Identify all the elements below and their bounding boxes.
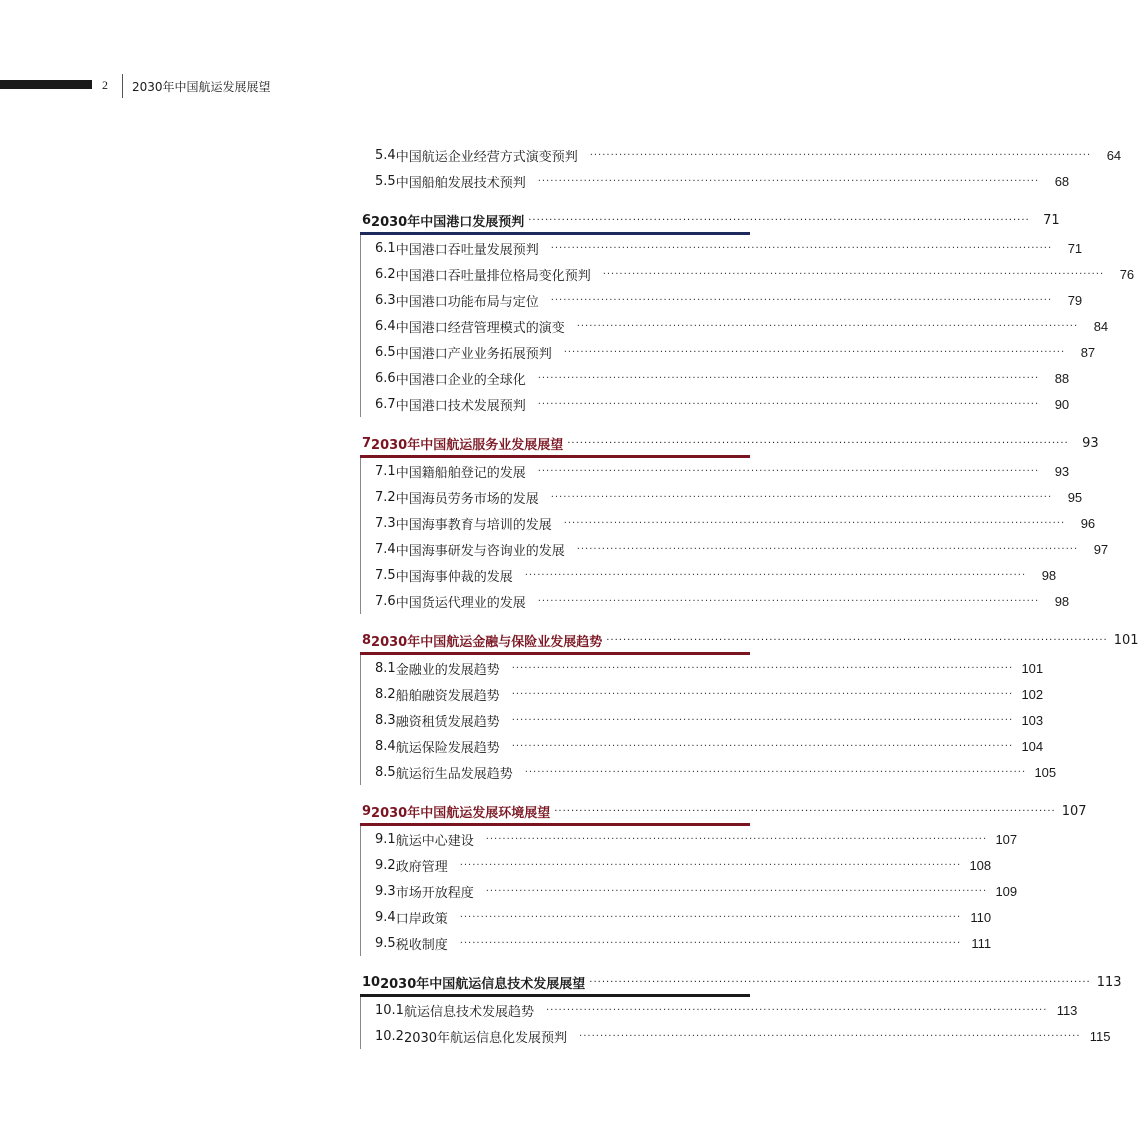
dot-leader: ························································································································ xyxy=(537,595,1040,607)
dot-leader: ························································································································ xyxy=(511,740,1014,752)
dot-leader: ························································································································ xyxy=(537,372,1040,384)
entry-page: 90 xyxy=(1054,396,1070,412)
entry-title: 2030年航运信息化发展预判 xyxy=(403,1030,568,1046)
dot-leader: ························································································································ xyxy=(524,569,1027,581)
entry-number: 8.4 xyxy=(375,738,396,754)
entry-page: 95 xyxy=(1067,489,1083,505)
entry-title: 中国海事研发与咨询业的发展 xyxy=(395,543,565,559)
entry-title: 中国籍船舶登记的发展 xyxy=(395,465,526,481)
running-title: 2030年中国航运发展展望 xyxy=(132,80,271,94)
entry-page: 68 xyxy=(1054,173,1070,189)
toc-entry xyxy=(360,510,1096,536)
entry-page: 103 xyxy=(1021,712,1044,728)
entry-number: 7.1 xyxy=(375,463,396,479)
chapter-page: 107 xyxy=(1061,803,1087,819)
dot-leader: ························································································································ xyxy=(602,268,1105,280)
entry-number: 6.7 xyxy=(375,396,396,412)
toc-entry xyxy=(360,168,1070,194)
dot-leader: ························································································································ xyxy=(545,1004,1048,1016)
dot-leader: ························································································································ xyxy=(606,634,1108,646)
dot-leader: ························································································································ xyxy=(511,714,1014,726)
entry-number: 9.3 xyxy=(375,883,396,899)
entry-title: 中国船舶发展技术预判 xyxy=(395,175,526,191)
entry-number: 5.4 xyxy=(375,147,396,163)
toc-entry xyxy=(360,1023,1111,1049)
dot-leader: ························································································································ xyxy=(550,242,1053,254)
toc-entry xyxy=(360,759,1057,785)
toc-entry xyxy=(360,878,1018,904)
dot-leader: ························································································································ xyxy=(459,911,962,923)
entry-number: 8.1 xyxy=(375,660,396,676)
entry-page: 102 xyxy=(1021,686,1044,702)
toc-entry xyxy=(360,681,1044,707)
entry-page: 98 xyxy=(1054,593,1070,609)
dot-leader: ························································································································ xyxy=(576,543,1079,555)
entry-number: 9.1 xyxy=(375,831,396,847)
toc-entry xyxy=(360,588,1070,614)
entry-number: 10.1 xyxy=(375,1002,404,1018)
entry-title: 航运信息技术发展趋势 xyxy=(403,1004,534,1020)
entry-number: 6.2 xyxy=(375,266,396,282)
entry-number: 6.4 xyxy=(375,318,396,334)
dot-leader: ························································································································ xyxy=(589,976,1091,988)
dot-leader: ························································································································ xyxy=(511,688,1014,700)
chapter-heading xyxy=(360,208,1060,232)
entry-page: 64 xyxy=(1106,147,1122,163)
entry-title: 航运保险发展趋势 xyxy=(395,740,500,756)
toc-entry xyxy=(360,562,1057,588)
entry-title: 中国港口技术发展预判 xyxy=(395,398,526,414)
toc-entry xyxy=(360,287,1083,313)
chapter-page: 71 xyxy=(1043,212,1060,228)
chapter-title: 2030年中国航运金融与保险业发展趋势 xyxy=(371,634,603,650)
entry-title: 中国港口功能布局与定位 xyxy=(395,294,539,310)
dot-leader: ························································································································ xyxy=(550,294,1053,306)
toc-entry xyxy=(360,733,1044,759)
toc-entry xyxy=(360,707,1044,733)
chapter-page: 113 xyxy=(1096,974,1122,990)
entry-number: 6.3 xyxy=(375,292,396,308)
entry-number: 7.6 xyxy=(375,593,396,609)
dot-leader: ························································································································ xyxy=(554,805,1056,817)
toc-entry xyxy=(360,536,1109,562)
entry-number: 7.3 xyxy=(375,515,396,531)
entry-number: 6.6 xyxy=(375,370,396,386)
chapter-number: 7 xyxy=(362,435,372,451)
entry-page: 101 xyxy=(1021,660,1044,676)
entry-number: 5.5 xyxy=(375,173,396,189)
dot-leader: ························································································································ xyxy=(537,398,1040,410)
chapter-side-line xyxy=(360,655,361,785)
entry-number: 7.4 xyxy=(375,541,396,557)
entry-page: 79 xyxy=(1067,292,1083,308)
dot-leader: ························································································································ xyxy=(524,766,1027,778)
toc-entry xyxy=(360,826,1018,852)
entry-page: 97 xyxy=(1093,541,1109,557)
dot-leader: ························································································································ xyxy=(537,465,1040,477)
header-black-bar xyxy=(0,80,92,89)
toc-entry xyxy=(360,261,1135,287)
entry-number: 7.2 xyxy=(375,489,396,505)
chapter-number: 8 xyxy=(362,632,372,648)
entry-title: 中国航运企业经营方式演变预判 xyxy=(395,149,578,165)
entry-title: 口岸政策 xyxy=(395,911,448,927)
entry-page: 71 xyxy=(1067,240,1083,256)
entry-title: 融资租赁发展趋势 xyxy=(395,714,500,730)
toc-entry xyxy=(360,391,1070,417)
dot-leader: ························································································································ xyxy=(579,1030,1081,1042)
chapter-page: 93 xyxy=(1082,435,1099,451)
dot-leader: ························································································································ xyxy=(563,517,1066,529)
chapter-side-line xyxy=(360,458,361,614)
chapter-number: 10 xyxy=(362,974,381,990)
toc-entry xyxy=(360,142,1122,168)
entry-number: 8.5 xyxy=(375,764,396,780)
entry-number: 9.2 xyxy=(375,857,396,873)
header-divider xyxy=(122,74,123,98)
chapter-title: 2030年中国航运服务业发展展望 xyxy=(371,437,564,453)
entry-number: 10.2 xyxy=(375,1028,404,1044)
entry-title: 中国港口吞吐量发展预判 xyxy=(395,242,539,258)
entry-page: 113 xyxy=(1056,1002,1078,1018)
entry-title: 中国海事教育与培训的发展 xyxy=(395,517,552,533)
toc-entry xyxy=(360,484,1083,510)
toc-entry xyxy=(360,852,992,878)
entry-page: 98 xyxy=(1041,567,1057,583)
chapter-title: 2030年中国航运发展环境展望 xyxy=(371,805,551,821)
toc-entry xyxy=(360,235,1083,261)
entry-number: 6.5 xyxy=(375,344,396,360)
chapter-page: 101 xyxy=(1113,632,1139,648)
toc-entry xyxy=(360,904,992,930)
chapter-heading xyxy=(360,628,1139,652)
entry-number: 9.4 xyxy=(375,909,396,925)
chapter-side-line xyxy=(360,826,361,956)
toc-entry xyxy=(360,365,1070,391)
entry-title: 金融业的发展趋势 xyxy=(395,662,500,678)
chapter-heading xyxy=(360,799,1087,823)
entry-title: 中国港口吞吐量排位格局变化预判 xyxy=(395,268,591,284)
chapter-side-line xyxy=(360,997,361,1049)
entry-title: 税收制度 xyxy=(395,937,448,953)
entry-page: 104 xyxy=(1021,738,1044,754)
toc-entry xyxy=(360,458,1070,484)
entry-title: 航运中心建设 xyxy=(395,833,474,849)
entry-title: 政府管理 xyxy=(395,859,448,875)
toc-entry xyxy=(360,997,1078,1023)
entry-title: 中国港口产业业务拓展预判 xyxy=(395,346,552,362)
entry-page: 84 xyxy=(1093,318,1109,334)
toc-entry xyxy=(360,339,1096,365)
chapter-heading xyxy=(360,431,1099,455)
entry-number: 9.5 xyxy=(375,935,396,951)
dot-leader: ························································································································ xyxy=(589,149,1092,161)
entry-number: 7.5 xyxy=(375,567,396,583)
dot-leader: ························································································································ xyxy=(485,833,988,845)
chapter-heading xyxy=(360,970,1122,994)
entry-page: 93 xyxy=(1054,463,1070,479)
entry-title: 船舶融资发展趋势 xyxy=(395,688,500,704)
toc-entry xyxy=(360,655,1044,681)
entry-page: 111 xyxy=(971,935,992,951)
dot-leader: ························································································································ xyxy=(537,175,1040,187)
entry-number: 6.1 xyxy=(375,240,396,256)
page-number: 2 xyxy=(102,78,108,92)
entry-page: 87 xyxy=(1080,344,1096,360)
entry-page: 115 xyxy=(1089,1028,1111,1044)
dot-leader: ························································································································ xyxy=(511,662,1014,674)
entry-page: 88 xyxy=(1054,370,1070,386)
entry-page: 105 xyxy=(1034,764,1057,780)
dot-leader: ························································································································ xyxy=(563,346,1066,358)
dot-leader: ························································································································ xyxy=(567,437,1069,449)
entry-title: 航运衍生品发展趋势 xyxy=(395,766,513,782)
entry-number: 8.3 xyxy=(375,712,396,728)
chapter-number: 9 xyxy=(362,803,372,819)
entry-title: 中国货运代理业的发展 xyxy=(395,595,526,611)
entry-page: 96 xyxy=(1080,515,1096,531)
chapter-number: 6 xyxy=(362,212,372,228)
chapter-side-line xyxy=(360,235,361,417)
entry-page: 110 xyxy=(970,909,992,925)
chapter-title: 2030年中国港口发展预判 xyxy=(371,214,525,230)
entry-title: 中国港口经营管理模式的演变 xyxy=(395,320,565,336)
chapter-title: 2030年中国航运信息技术发展展望 xyxy=(380,976,586,992)
dot-leader: ························································································································ xyxy=(485,885,988,897)
toc-entry xyxy=(360,930,992,956)
entry-page: 76 xyxy=(1119,266,1135,282)
entry-number: 8.2 xyxy=(375,686,396,702)
dot-leader: ························································································································ xyxy=(459,859,962,871)
toc-entry xyxy=(360,313,1109,339)
entry-page: 109 xyxy=(995,883,1018,899)
entry-title: 中国海事仲裁的发展 xyxy=(395,569,513,585)
dot-leader: ························································································································ xyxy=(576,320,1079,332)
entry-page: 108 xyxy=(969,857,992,873)
dot-leader: ························································································································ xyxy=(550,491,1053,503)
entry-page: 107 xyxy=(995,831,1018,847)
dot-leader: ························································································································ xyxy=(528,214,1030,226)
entry-title: 中国港口企业的全球化 xyxy=(395,372,526,388)
entry-title: 中国海员劳务市场的发展 xyxy=(395,491,539,507)
entry-title: 市场开放程度 xyxy=(395,885,474,901)
dot-leader: ························································································································ xyxy=(459,937,962,949)
